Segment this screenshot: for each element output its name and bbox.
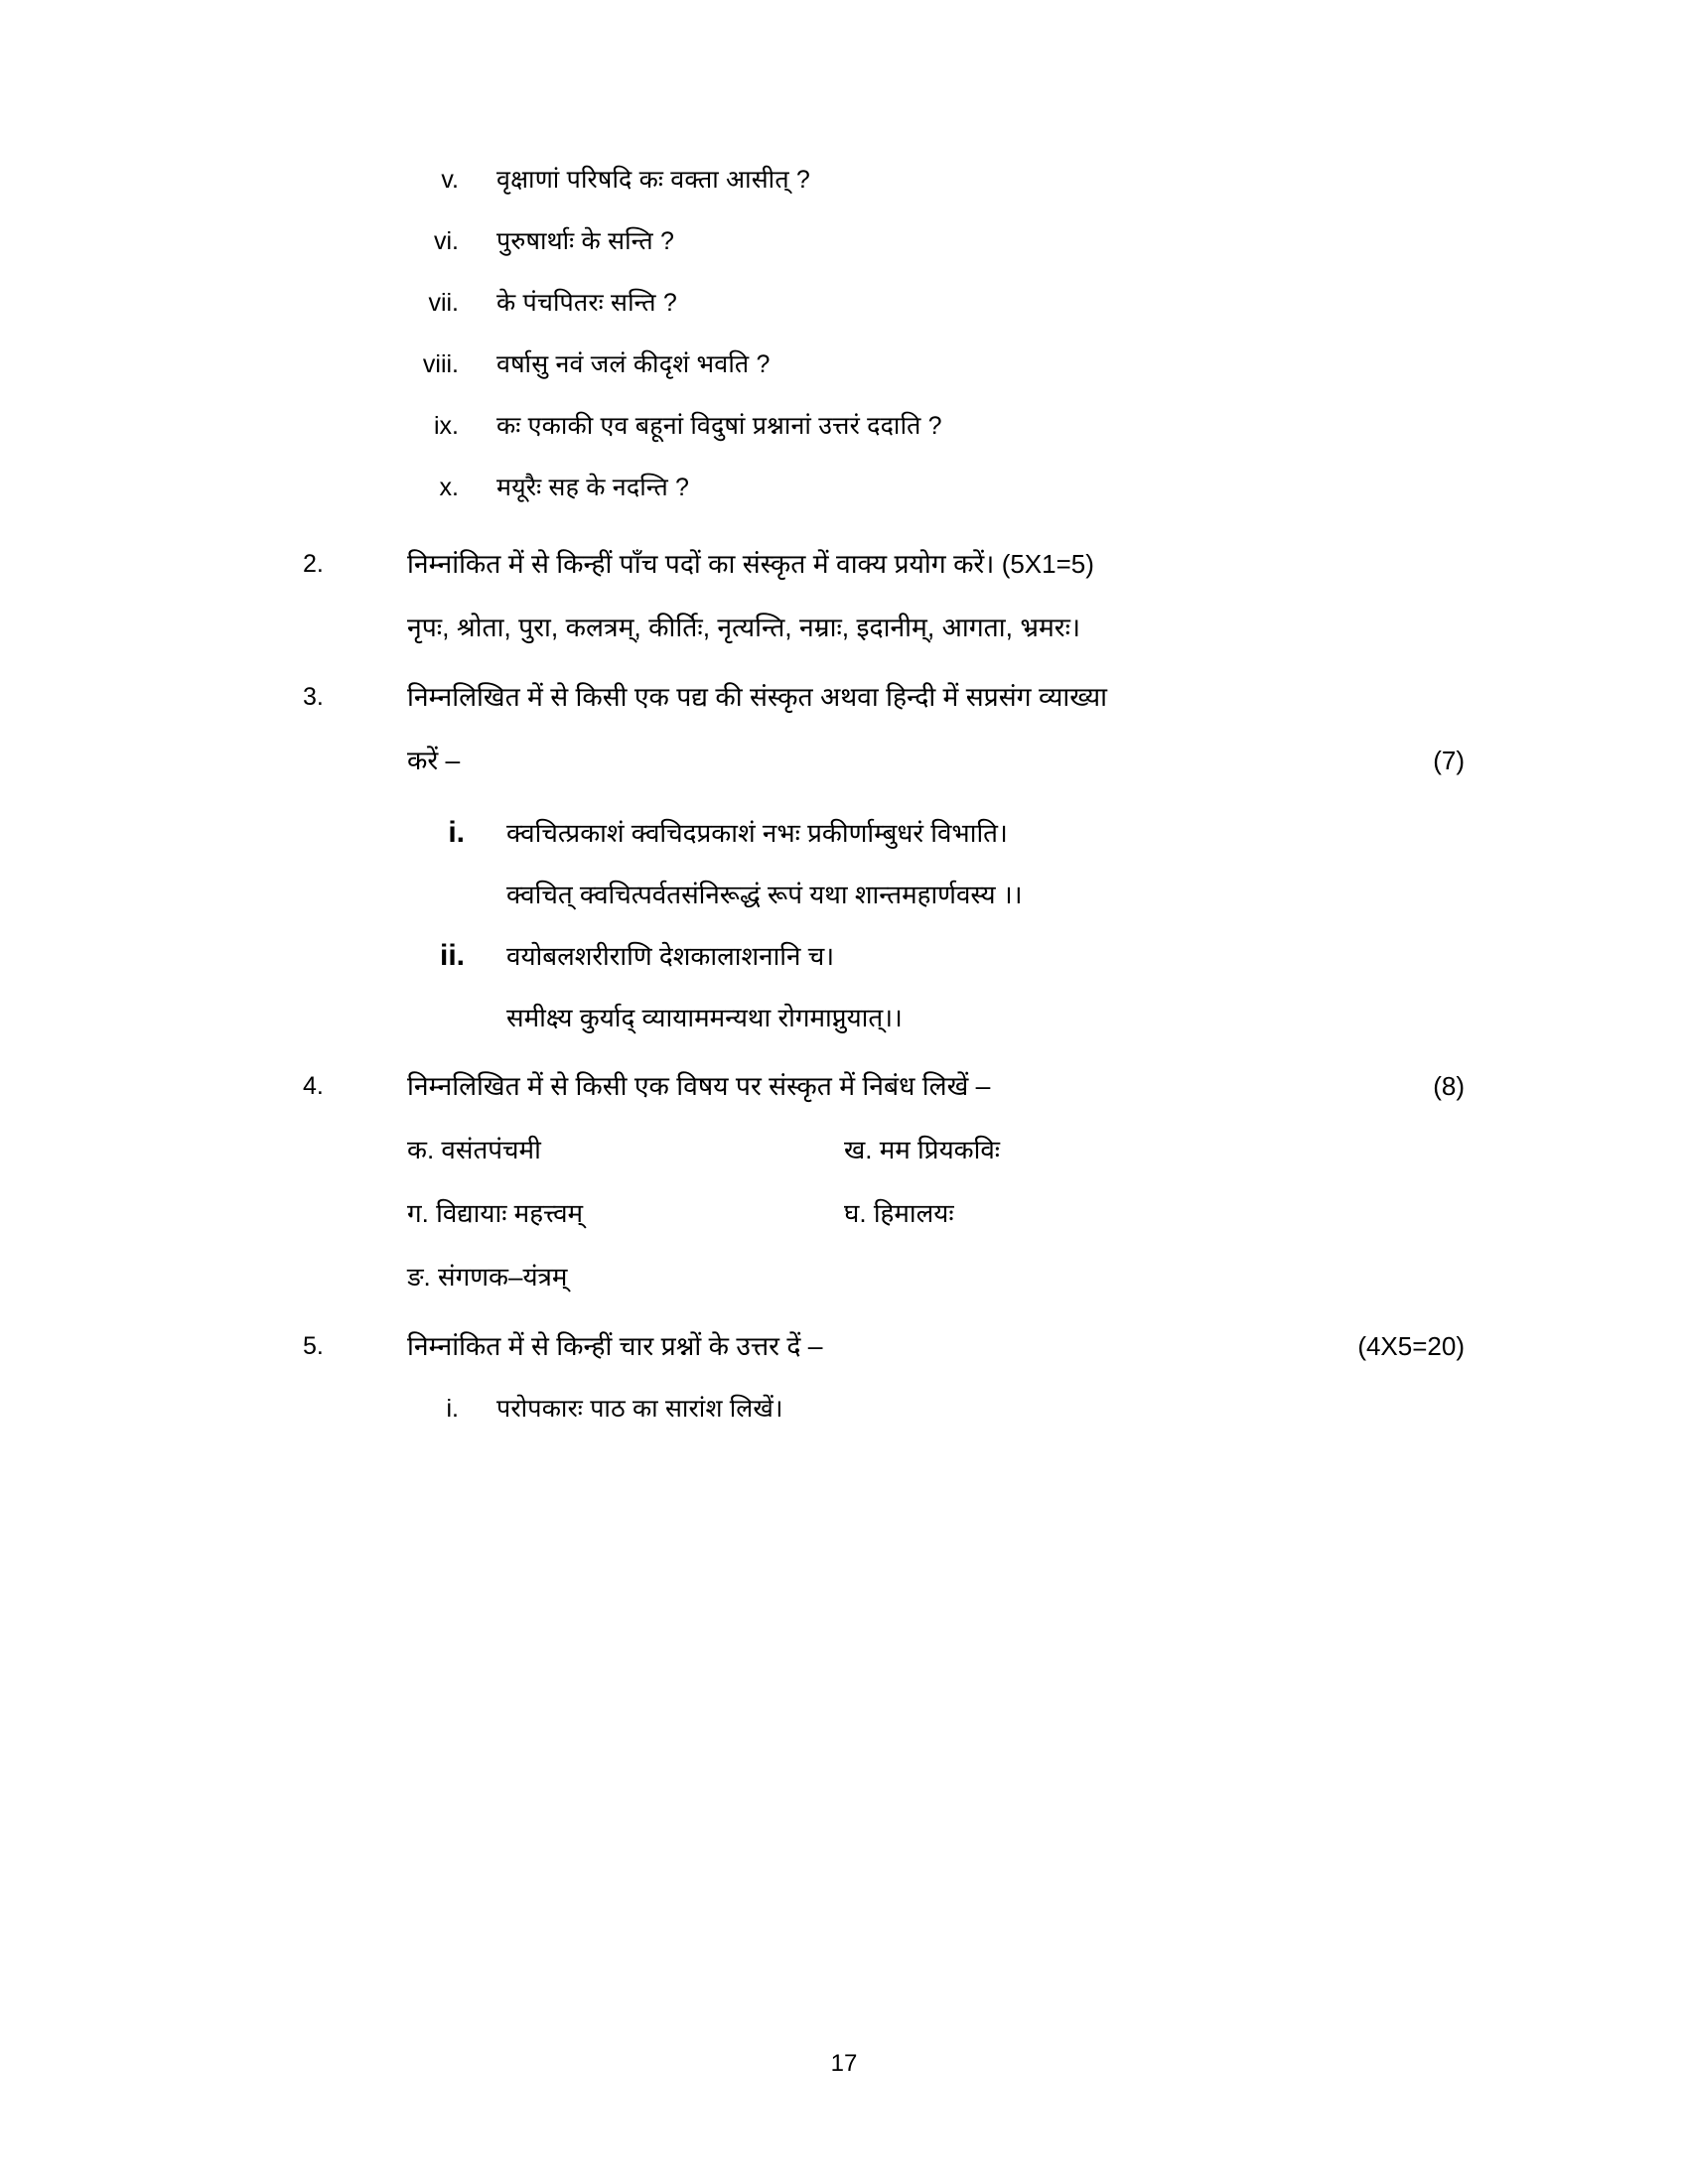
verse-item-2 — [0, 925, 1688, 1048]
question-2-number: 2. — [303, 550, 324, 578]
verse-2-body — [506, 925, 1688, 1048]
essay-topics-list — [407, 1118, 1688, 1308]
sub-question-text: पुरुषार्थाः के सन्ति ? — [496, 227, 675, 255]
question-5-row — [0, 1314, 1688, 1378]
question-2-words-row — [0, 596, 1688, 659]
question-4-number: 4. — [303, 1072, 324, 1100]
list-item — [0, 210, 1688, 272]
question-2-statement: निम्नांकित में से किन्हीं पाँच पदों का संस्कृत में वाक्य प्रयोग करें। — [407, 549, 995, 579]
topic-option-ga: ग. विद्यायाः महत्त्वम् — [407, 1198, 584, 1228]
topic-row — [407, 1245, 1688, 1308]
topic-option-ka: क. वसंतपंचमी — [407, 1135, 541, 1164]
topic-row — [407, 1181, 1688, 1245]
sub-question-list-q1 — [0, 149, 1688, 518]
sub-question-text: के पंचपितरः सन्ति ? — [496, 289, 677, 317]
question-3-row — [0, 665, 1688, 729]
verse-1-line-2: क्वचित् क्वचित्पर्वतसंनिरूद्धं रूपं यथा शान्तमहार्णवस्य ।। — [506, 880, 1023, 909]
question-4-statement: निम्नलिखित में से किसी एक विषय पर संस्कृत में निबंध लिखें – — [407, 1071, 991, 1101]
sub-question-marker: ix. — [434, 412, 459, 440]
question-4-block — [0, 1054, 1688, 1308]
sub-question-text: वर्षासु नवं जलं कीदृशं भवति ? — [496, 350, 771, 378]
verse-2-line-1: वयोबलशरीराणि देशकालाशनानि च। — [506, 941, 835, 971]
question-4-marks: (8) — [1433, 1071, 1465, 1101]
list-item — [0, 1378, 1688, 1439]
question-2-text — [407, 532, 1688, 596]
question-4-row — [0, 1054, 1688, 1118]
verse-2-line-2: समीक्ष्य कुर्याद् व्यायाममन्यथा रोगमाप्नुयात्।। — [506, 1003, 903, 1032]
sub-question-marker: vii. — [428, 289, 459, 317]
question-3-block — [0, 665, 1688, 1048]
question-5-text — [407, 1314, 1688, 1378]
question-2-marks: (5X1=5) — [1001, 549, 1094, 579]
question-3-row-2 — [0, 729, 1688, 792]
list-item — [0, 457, 1688, 518]
question-3-text-line-1: निम्नलिखित में से किसी एक पद्य की संस्कृत अथवा हिन्दी में सप्रसंग व्याख्या — [407, 682, 1107, 712]
sub-question-marker: viii. — [422, 350, 459, 378]
question-3-text-line-2 — [407, 729, 1688, 792]
question-2-word-list: नृपः, श्रोता, पुरा, कलत्रम्, कीर्तिः, नृत्यन्ति, नम्राः, इदानीम्, आगता, भ्रमरः। — [407, 613, 1081, 642]
verse-2-marker: ii. — [439, 939, 465, 972]
page-number: 17 — [830, 2050, 858, 2077]
question-2-row — [0, 532, 1688, 596]
page-content — [0, 149, 1688, 1439]
verse-item-1 — [0, 802, 1688, 925]
question-5-item-text: परोपकारः पाठ का सारांश लिखें। — [496, 1395, 783, 1423]
question-5-number: 5. — [303, 1332, 324, 1360]
topic-option-empty — [844, 1245, 1688, 1308]
sub-question-marker: vi. — [434, 227, 459, 255]
question-3-marks: (7) — [1433, 746, 1465, 775]
question-3-continuation: करें – — [407, 746, 461, 775]
topic-option-gha: घ. हिमालयः — [844, 1198, 954, 1228]
question-5-block — [0, 1314, 1688, 1439]
question-3-number: 3. — [303, 683, 324, 711]
sub-question-text: वृक्षाणां परिषदि कः वक्ता आसीत् ? — [496, 166, 811, 194]
question-4-text — [407, 1054, 1688, 1118]
list-item — [0, 149, 1688, 210]
question-5-item-marker: i. — [446, 1395, 459, 1423]
sub-question-marker: v. — [441, 166, 459, 194]
question-4-topics-row — [0, 1118, 1688, 1308]
verse-1-body — [506, 802, 1688, 925]
sub-question-marker: x. — [439, 474, 459, 501]
verse-1-line-1: क्वचित्प्रकाशं क्वचिदप्रकाशं नभः प्रकीर्णाम्बुधरं विभाति। — [506, 818, 1008, 848]
question-5-statement: निम्नांकित में से किन्हीं चार प्रश्नों के उत्तर दें – — [407, 1331, 823, 1361]
topic-option-kha: ख. मम प्रियकविः — [844, 1135, 1001, 1164]
list-item — [0, 272, 1688, 334]
verse-1-marker: i. — [448, 816, 465, 849]
question-5-marks: (4X5=20) — [1357, 1331, 1465, 1361]
question-2-block — [0, 532, 1688, 659]
topic-option-nga: ङ. संगणक–यंत्रम् — [407, 1262, 568, 1292]
list-item — [0, 334, 1688, 395]
list-item — [0, 395, 1688, 457]
sub-question-text: मयूरैः सह के नदन्ति ? — [496, 474, 690, 501]
topic-row — [407, 1118, 1688, 1181]
sub-question-text: कः एकाकी एव बहूनां विदुषां प्रश्नानां उत्तरं ददाति ? — [496, 412, 942, 440]
